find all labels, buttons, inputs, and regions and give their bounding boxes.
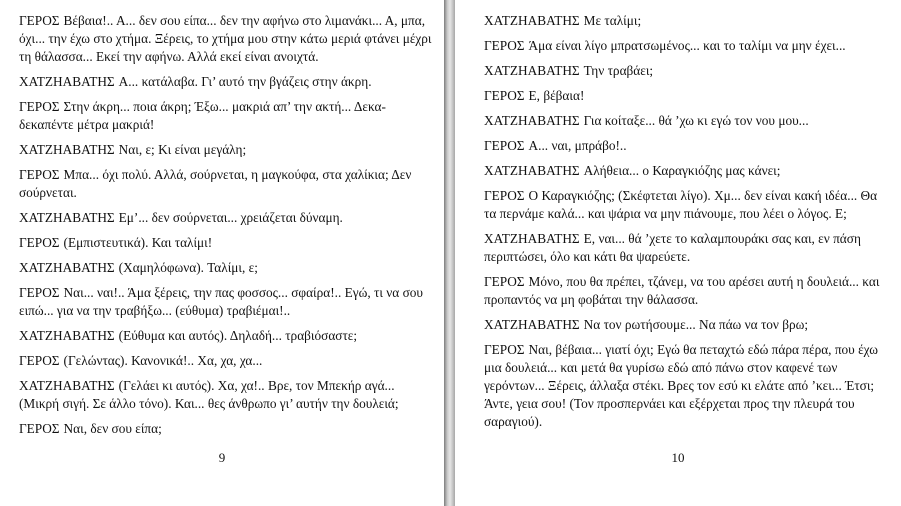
speaker-name: ΧΑΤΖΗΑΒΑΤΗΣ [484, 63, 580, 78]
speaker-name: ΓΕΡΟΣ [484, 188, 525, 203]
line-text: (Γελάει κι αυτός). Χα, χα!.. Βρε, τον Μπεκήρ αγά... (Μικρή σιγή. Σε άλλο τόνο). Και... θες άνθρωπο γι’ αυτήν την δουλειά; [19, 378, 399, 411]
dialogue-line [19, 420, 432, 438]
speaker-name: ΓΕΡΟΣ [484, 38, 525, 53]
dialogue-line [19, 166, 432, 202]
speaker-name: ΧΑΤΖΗΑΒΑΤΗΣ [19, 142, 115, 157]
line-text: Αλήθεια... ο Καραγκιόζης μας κάνει; [583, 163, 781, 178]
speaker-name: ΓΕΡΟΣ [19, 421, 60, 436]
speaker-name: ΓΕΡΟΣ [19, 353, 60, 368]
line-text: Άμα είναι λίγο μπρατσωμένος... και το ταλίμι να μην έχει... [528, 38, 846, 53]
page-right-text [484, 12, 887, 431]
dialogue-line [484, 112, 887, 130]
dialogue-line [484, 12, 887, 30]
line-text: Ναι, ε; Κι είναι μεγάλη; [118, 142, 247, 157]
line-text: Ναι... ναι!.. Άμα ξέρεις, την πας φοσσος... σφαίρα!.. Εγώ, τι να σου ειπώ... για να την τραβήξω... (εύθυμα) τραβιέμαι!.. [19, 285, 423, 318]
line-text: Ναι, δεν σου είπα; [63, 421, 162, 436]
dialogue-line [19, 352, 432, 370]
line-text: Στην άκρη... ποια άκρη; Έξω... μακριά απ’ την ακτή... Δεκα-δεκαπέντε μέτρα μακριά! [19, 99, 386, 132]
dialogue-line [484, 162, 887, 180]
speaker-name: ΓΕΡΟΣ [484, 88, 525, 103]
line-text: Ναι, βέβαια... γιατί όχι; Εγώ θα πεταχτώ εδώ πάρα πέρα, που έχω μια δουλειά... και μετά θα γυρίσω εδώ από πάνω στον καφενέ των γερόντων... Ξέρεις, άλλαξα στέκι. Βρες τον εσύ κι ελάτε από ’κει... Έτσι; Άντε, γεια σου! (Τον προσπερνάει και εξέρχεται προς την πλευρά του σαραγιού). [484, 342, 879, 429]
speaker-name: ΓΕΡΟΣ [484, 138, 525, 153]
speaker-name: ΓΕΡΟΣ [19, 235, 60, 250]
line-text: Μόνο, που θα πρέπει, τζάνεμ, να του αρέσει αυτή η δουλειά... και προπαντός να μη φοβάται την θάλασσα. [484, 274, 880, 307]
line-text: Την τραβάει; [583, 63, 654, 78]
speaker-name: ΓΕΡΟΣ [19, 13, 60, 28]
line-text: Α... ναι, μπράβο!.. [528, 138, 627, 153]
dialogue-line [484, 230, 887, 266]
speaker-name: ΧΑΤΖΗΑΒΑΤΗΣ [484, 317, 580, 332]
line-text: Ε, βέβαια! [528, 88, 585, 103]
speaker-name: ΧΑΤΖΗΑΒΑΤΗΣ [484, 163, 580, 178]
dialogue-line [19, 234, 432, 252]
line-text: Μπα... όχι πολύ. Αλλά, σούρνεται, η μαγκούφα, στα χαλίκια; Δεν σούρνεται. [19, 167, 412, 200]
line-text: (Εύθυμα και αυτός). Δηλαδή... τραβιόσαστε; [118, 328, 358, 343]
speaker-name: ΓΕΡΟΣ [19, 285, 60, 300]
dialogue-line [484, 87, 887, 105]
dialogue-line [484, 316, 887, 334]
line-text: Ε, ναι... θά ’χετε το καλαμπουράκι σας και, εν πάση περιπτώσει, όλο και κάτι θα ψαρεύετε. [484, 231, 861, 264]
speaker-name: ΧΑΤΖΗΑΒΑΤΗΣ [19, 260, 115, 275]
dialogue-line [19, 259, 432, 277]
dialogue-line [484, 37, 887, 55]
dialogue-line [19, 141, 432, 159]
speaker-name: ΓΕΡΟΣ [484, 274, 525, 289]
dialogue-line [484, 137, 887, 155]
speaker-name: ΧΑΤΖΗΑΒΑΤΗΣ [484, 13, 580, 28]
page-left-text [19, 12, 432, 438]
dialogue-line [19, 284, 432, 320]
speaker-name: ΧΑΤΖΗΑΒΑΤΗΣ [484, 113, 580, 128]
dialogue-line [484, 62, 887, 80]
speaker-name: ΓΕΡΟΣ [19, 167, 60, 182]
dialogue-line [19, 377, 432, 413]
speaker-name: ΧΑΤΖΗΑΒΑΤΗΣ [484, 231, 580, 246]
page-right [455, 0, 901, 506]
line-text: (Γελώντας). Κανονικά!.. Χα, χα, χα... [63, 353, 263, 368]
page-left [0, 0, 444, 506]
dialogue-line [484, 187, 887, 223]
dialogue-line [484, 341, 887, 431]
line-text: (Χαμηλόφωνα). Ταλίμι, ε; [118, 260, 258, 275]
speaker-name: ΧΑΤΖΗΑΒΑΤΗΣ [19, 74, 115, 89]
dialogue-line [19, 73, 432, 91]
line-text: Α... κατάλαβα. Γι’ αυτό την βγάζεις στην άκρη. [118, 74, 372, 89]
speaker-name: ΧΑΤΖΗΑΒΑΤΗΣ [19, 210, 115, 225]
speaker-name: ΓΕΡΟΣ [484, 342, 525, 357]
dialogue-line [19, 98, 432, 134]
book-gutter [444, 0, 455, 506]
dialogue-line [19, 209, 432, 227]
dialogue-line [484, 273, 887, 309]
line-text: Ο Καραγκιόζης; (Σκέφτεται λίγο). Χμ... δεν είναι κακή ιδέα... Θα τα περνάμε καλά... και ψάρια να μην πιάνουμε, που λέει ο λόγος. Ε; [484, 188, 878, 221]
dialogue-line [19, 327, 432, 345]
line-text: (Εμπιστευτικά). Και ταλίμι! [63, 235, 213, 250]
line-text: Για κοίταξε... θά ’χω κι εγώ τον νου μου... [583, 113, 809, 128]
line-text: Εμ’... δεν σούρνεται... χρειάζεται δύναμη. [118, 210, 343, 225]
line-text: Να τον ρωτήσουμε... Να πάω να τον βρω; [583, 317, 809, 332]
line-text: Με ταλίμι; [583, 13, 642, 28]
page-number: 10 [671, 450, 685, 465]
speaker-name: ΧΑΤΖΗΑΒΑΤΗΣ [19, 378, 115, 393]
dialogue-line [19, 12, 432, 66]
page-number: 9 [218, 450, 226, 465]
line-text: Βέβαια!.. Α... δεν σου είπα... δεν την αφήνω στο λιμανάκι... Α, μπα, όχι... την έχω στο χτήμα. Ξέρεις, το χτήμα μου στην κάτω μεριά φτάνει μέχρι τη θάλασσα... Εκεί την αφήνω. Αλλά εκεί είναι ανοιχτά. [19, 13, 432, 64]
speaker-name: ΓΕΡΟΣ [19, 99, 60, 114]
speaker-name: ΧΑΤΖΗΑΒΑΤΗΣ [19, 328, 115, 343]
